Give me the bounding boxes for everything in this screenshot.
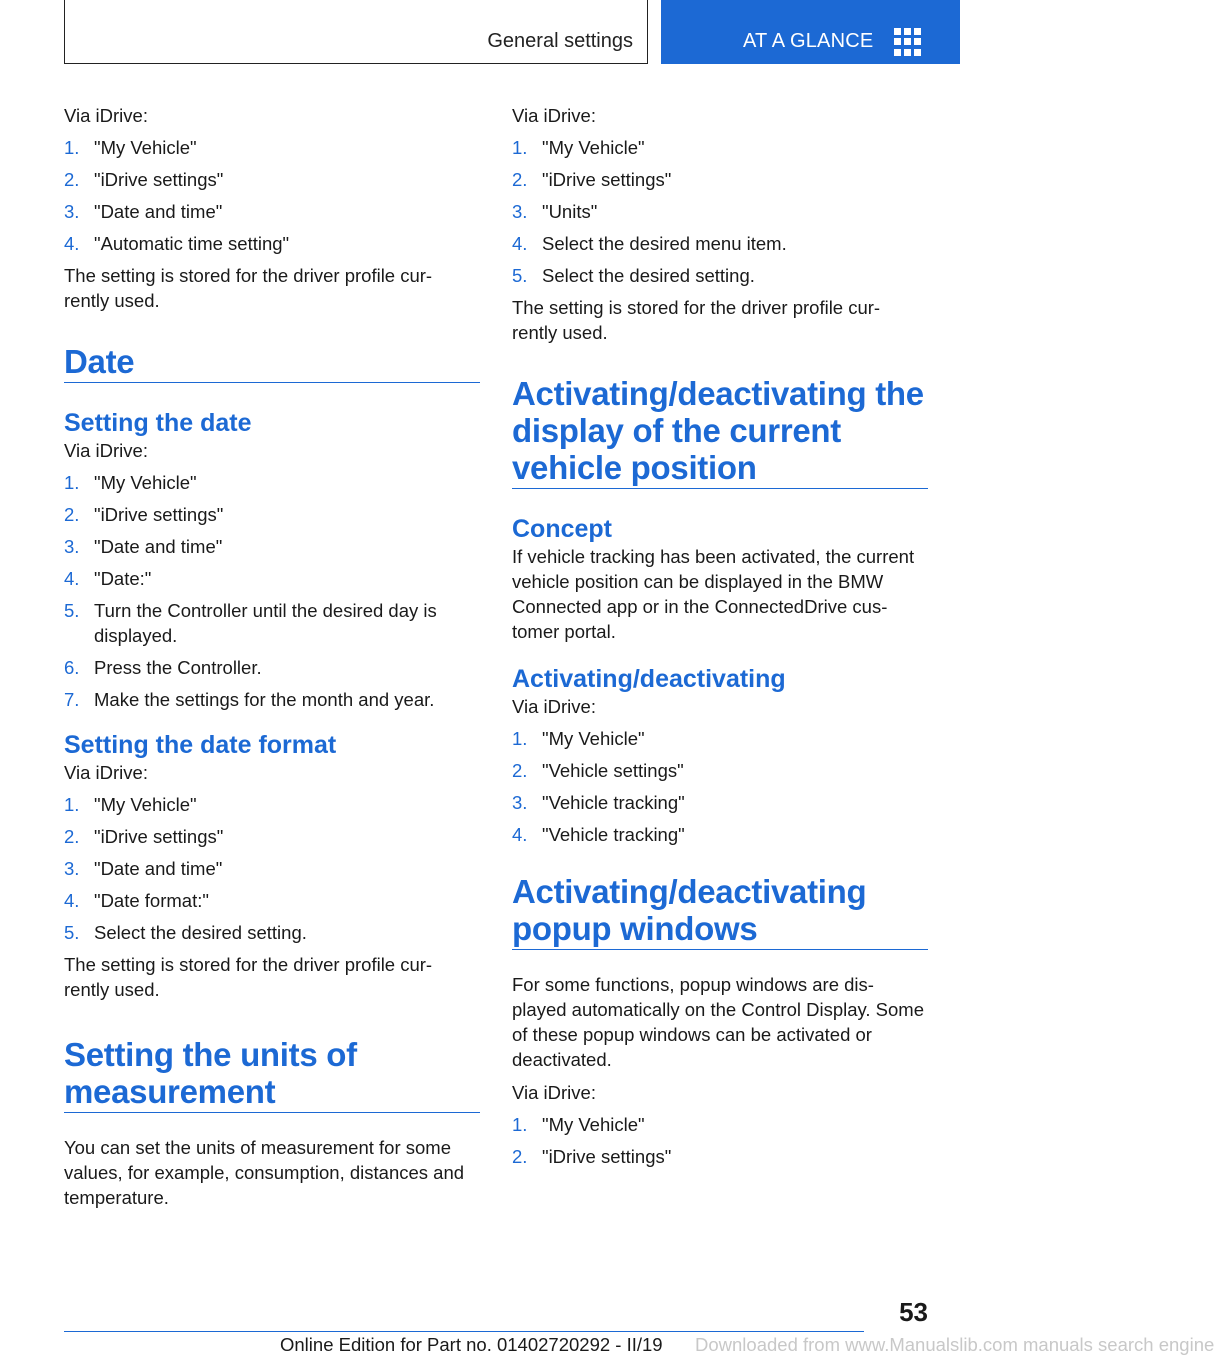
step-item: 5. Select the desired setting. — [64, 922, 307, 943]
section-heading-units: Setting the units of measurement — [64, 1036, 480, 1113]
grid-menu-icon[interactable] — [894, 28, 922, 56]
step-item: 4. "Date:" — [64, 568, 152, 589]
step-item: 3. "Date and time" — [64, 858, 223, 879]
watermark-text: Downloaded from www.Manualslib.com manuals search engine — [695, 1334, 1214, 1355]
concept-description: If vehicle tracking has been activated, the current vehicle position can be displayed in the BMW Connected app or in the ConnectedDrive cus-tomer portal. — [512, 546, 915, 642]
step-item: 5. Turn the Controller until the desired day is displayed. — [64, 600, 437, 646]
footer-divider — [64, 1331, 864, 1332]
left-column — [64, 103, 480, 1218]
step-item: 2. "iDrive settings" — [512, 169, 672, 190]
step-item: 2. "iDrive settings" — [64, 169, 224, 190]
section-heading-date: Date — [64, 343, 480, 383]
section-heading-vehicle-position: Activating/deactivating the display of the current vehicle position — [512, 375, 928, 489]
step-item: 2. "Vehicle settings" — [512, 760, 684, 781]
intro-steps — [64, 135, 480, 256]
step-item: 1. "My Vehicle" — [64, 472, 197, 493]
step-item: 4. Select the desired menu item. — [512, 233, 787, 254]
step-item: 5. Select the desired setting. — [512, 265, 755, 286]
step-item: 1. "My Vehicle" — [512, 137, 645, 158]
step-item: 6. Press the Controller. — [64, 657, 262, 678]
profile-note: The setting is stored for the driver profile cur- rently used. — [64, 954, 433, 1000]
footer-edition: Online Edition for Part no. 01402720292 - II/19 — [280, 1334, 663, 1355]
via-idrive-label: Via iDrive: — [64, 440, 148, 461]
step-item: 1. "My Vehicle" — [64, 794, 197, 815]
profile-note: The setting is stored for the driver profile cur- rently used. — [512, 297, 881, 343]
via-idrive-label: Via iDrive: — [64, 105, 148, 126]
via-idrive-label: Via iDrive: — [512, 105, 596, 126]
units-description: You can set the units of measurement for some values, for example, consumption, distances and temperature. — [64, 1137, 465, 1208]
step-item: 4. "Automatic time setting" — [64, 233, 290, 254]
header-section-box — [64, 0, 648, 64]
step-item: 4. "Date format:" — [64, 890, 209, 911]
setting-date-format-steps — [64, 792, 480, 945]
via-idrive-label: Via iDrive: — [512, 1082, 596, 1103]
subheading-concept: Concept — [512, 515, 612, 543]
subheading-setting-date-format: Setting the date format — [64, 731, 337, 759]
step-item: 3. "Vehicle tracking" — [512, 792, 685, 813]
step-item: 3. "Units" — [512, 201, 598, 222]
units-steps — [512, 135, 928, 288]
step-item: 1. "My Vehicle" — [512, 1114, 645, 1135]
step-item: 1. "My Vehicle" — [512, 728, 645, 749]
profile-note: The setting is stored for the driver profile cur- rently used. — [64, 265, 433, 311]
vehicle-tracking-steps — [512, 726, 928, 847]
step-item: 2. "iDrive settings" — [64, 504, 224, 525]
step-item: 7. Make the settings for the month and year. — [64, 689, 435, 710]
popup-steps — [512, 1112, 928, 1169]
step-item: 2. "iDrive settings" — [64, 826, 224, 847]
right-column — [512, 103, 928, 1176]
via-idrive-label: Via iDrive: — [64, 762, 148, 783]
step-item: 3. "Date and time" — [64, 201, 223, 222]
section-heading-popup-windows: Activating/deactivating popup windows — [512, 873, 928, 950]
setting-date-steps — [64, 470, 480, 712]
popup-description: For some functions, popup windows are dis-played automatically on the Control Display. Some of these popup windows can be activated or deactivated. — [512, 974, 925, 1070]
step-item: 2. "iDrive settings" — [512, 1146, 672, 1167]
header-chapter-title: AT A GLANCE — [743, 30, 874, 52]
step-item: 4. "Vehicle tracking" — [512, 824, 685, 845]
step-item: 1. "My Vehicle" — [64, 137, 197, 158]
header-section-title: General settings — [487, 30, 633, 52]
via-idrive-label: Via iDrive: — [512, 696, 596, 717]
header-chapter-tab[interactable] — [661, 0, 960, 64]
subheading-setting-date: Setting the date — [64, 409, 252, 437]
step-item: 3. "Date and time" — [64, 536, 223, 557]
page-number: 53 — [899, 1297, 928, 1327]
subheading-activating: Activating/deactivating — [512, 665, 786, 693]
